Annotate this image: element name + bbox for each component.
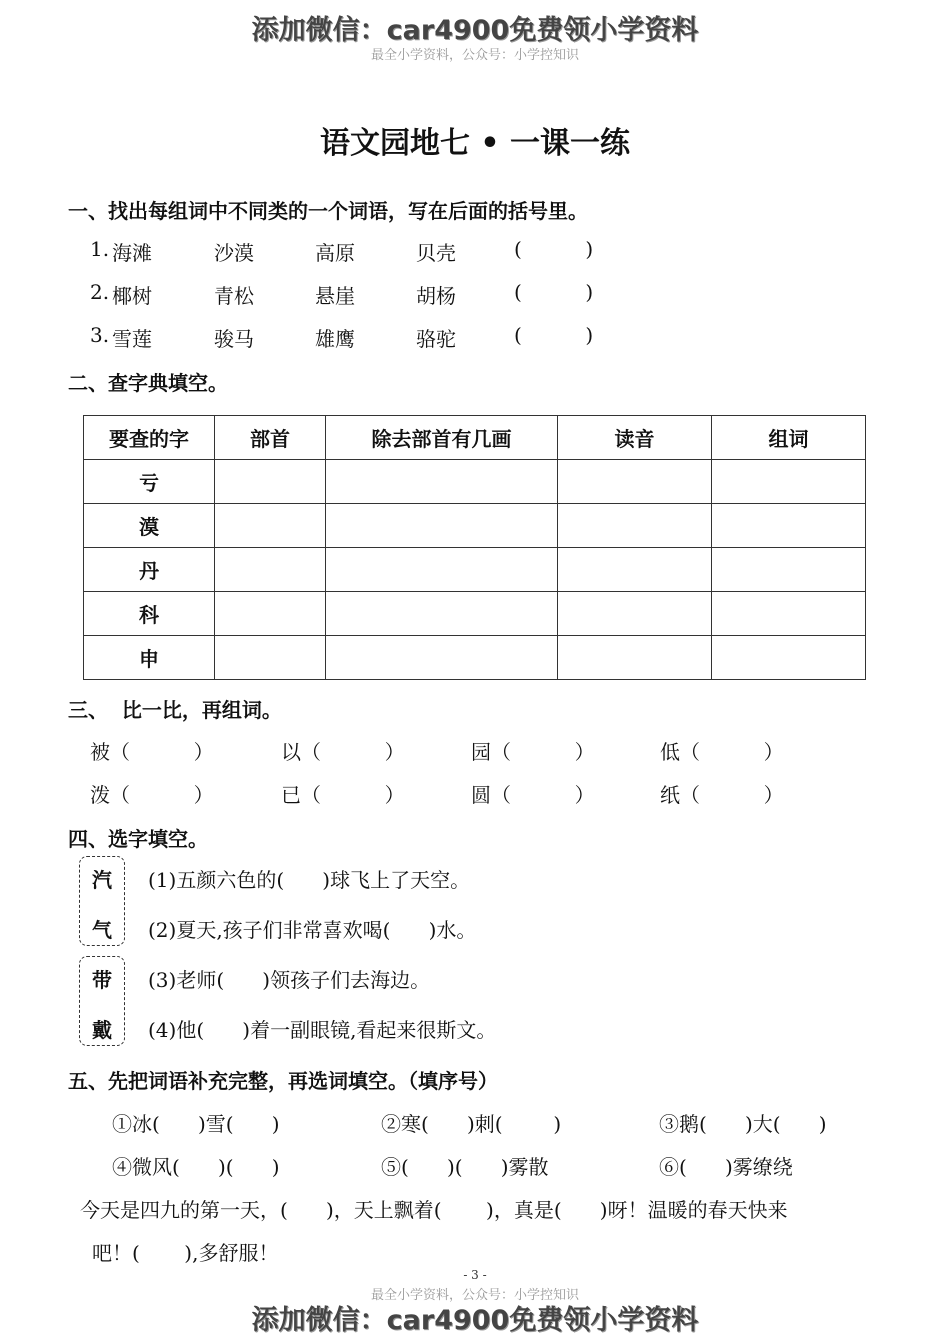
word: 胡杨 xyxy=(416,284,456,308)
word: 雄鹰 xyxy=(315,327,355,351)
row-number: 2. xyxy=(90,280,110,304)
word: 骆驼 xyxy=(416,327,456,351)
compare-item[interactable]: 纸（ ） xyxy=(660,783,784,807)
fill-item-3[interactable]: (3)老师( )领孩子们去海边。 xyxy=(148,968,431,992)
answer-blank[interactable]: ( ) xyxy=(514,280,594,304)
compare-item[interactable]: 低（ ） xyxy=(660,740,784,764)
answer-cell[interactable] xyxy=(558,460,712,504)
section2-heading: 二、查字典填空。 xyxy=(68,371,228,395)
answer-cell[interactable] xyxy=(712,504,866,548)
lookup-char: 漠 xyxy=(84,504,215,548)
choice-char: 汽 xyxy=(92,868,112,892)
page-title: 语文园地七 • 一课一练 xyxy=(319,126,631,161)
idiom-item[interactable]: ②寒( )刺( ) xyxy=(381,1112,562,1136)
answer-cell[interactable] xyxy=(326,592,558,636)
table-row xyxy=(84,636,866,680)
fill-item-4[interactable]: (4)他( )着一副眼镜,看起来很斯文。 xyxy=(148,1018,497,1042)
compare-item[interactable]: 被（ ） xyxy=(90,740,214,764)
choice-char: 带 xyxy=(92,968,112,992)
faded-footer-text: 最全小学资料，公众号：小学控知识 xyxy=(370,1288,579,1303)
paragraph-line-1[interactable]: 今天是四九的第一天，( )，天上飘着( )，真是( )呀！温暖的春天快来 xyxy=(80,1198,788,1222)
word: 沙漠 xyxy=(214,241,254,265)
compare-item[interactable]: 泼（ ） xyxy=(90,783,214,807)
header-words: 组词 xyxy=(712,416,866,460)
page-number: - 3 - xyxy=(463,1268,487,1282)
answer-cell[interactable] xyxy=(326,504,558,548)
answer-cell[interactable] xyxy=(712,460,866,504)
lookup-char: 亏 xyxy=(84,460,215,504)
section1-heading: 一、找出每组词中不同类的一个词语，写在后面的括号里。 xyxy=(68,199,588,223)
compare-item[interactable]: 已（ ） xyxy=(281,783,405,807)
word: 高原 xyxy=(315,241,355,265)
lookup-char: 申 xyxy=(84,636,215,680)
idiom-item[interactable]: ④微风( )( ) xyxy=(112,1155,280,1179)
table-header-row xyxy=(84,416,866,460)
answer-cell[interactable] xyxy=(215,592,326,636)
section4-heading: 四、选字填空。 xyxy=(68,827,208,851)
word: 贝壳 xyxy=(416,241,456,265)
table-row xyxy=(84,548,866,592)
table-row xyxy=(84,504,866,548)
answer-cell[interactable] xyxy=(326,636,558,680)
paragraph-line-2[interactable]: 吧！( ),多舒服！ xyxy=(92,1241,279,1265)
idiom-item[interactable]: ⑥( )雾缭绕 xyxy=(659,1155,793,1179)
answer-cell[interactable] xyxy=(558,504,712,548)
answer-cell[interactable] xyxy=(326,548,558,592)
word: 悬崖 xyxy=(315,284,355,308)
compare-item[interactable]: 以（ ） xyxy=(281,740,405,764)
choice-char: 戴 xyxy=(92,1018,112,1042)
row-number: 1. xyxy=(90,237,110,261)
word: 椰树 xyxy=(112,284,152,308)
faded-header-text: 最全小学资料，公众号：小学控知识 xyxy=(370,48,579,63)
header-pronunciation: 读音 xyxy=(558,416,712,460)
header-radical: 部首 xyxy=(215,416,326,460)
idiom-item[interactable]: ③鹅( )大( ) xyxy=(659,1112,827,1136)
answer-cell[interactable] xyxy=(558,548,712,592)
lookup-char: 丹 xyxy=(84,548,215,592)
table-row xyxy=(84,592,866,636)
answer-cell[interactable] xyxy=(712,548,866,592)
answer-cell[interactable] xyxy=(712,636,866,680)
word: 雪莲 xyxy=(112,327,152,351)
header-char: 要查的字 xyxy=(84,416,215,460)
answer-cell[interactable] xyxy=(712,592,866,636)
idiom-item[interactable]: ⑤( )( )雾散 xyxy=(381,1155,549,1179)
compare-item[interactable]: 园（ ） xyxy=(471,740,595,764)
table-row xyxy=(84,460,866,504)
lookup-char: 科 xyxy=(84,592,215,636)
answer-cell[interactable] xyxy=(215,460,326,504)
answer-cell[interactable] xyxy=(558,592,712,636)
answer-blank[interactable]: ( ) xyxy=(514,237,594,261)
word: 骏马 xyxy=(214,327,254,351)
fill-item-1[interactable]: (1)五颜六色的( )球飞上了天空。 xyxy=(148,868,471,892)
idiom-item[interactable]: ①冰( )雪( ) xyxy=(112,1112,280,1136)
answer-cell[interactable] xyxy=(215,504,326,548)
section3-heading: 三、 比一比，再组词。 xyxy=(68,698,282,722)
answer-blank[interactable]: ( ) xyxy=(514,323,594,347)
word: 青松 xyxy=(214,284,254,308)
dictionary-table xyxy=(83,415,866,680)
answer-cell[interactable] xyxy=(215,548,326,592)
answer-cell[interactable] xyxy=(558,636,712,680)
fill-item-2[interactable]: (2)夏天,孩子们非常喜欢喝( )水。 xyxy=(148,918,477,942)
header-strokes: 除去部首有几画 xyxy=(326,416,558,460)
section5-heading: 五、先把词语补充完整，再选词填空。（填序号） xyxy=(68,1069,498,1093)
answer-cell[interactable] xyxy=(215,636,326,680)
row-number: 3. xyxy=(90,323,110,347)
watermark-top: 添加微信：car4900免费领小学资料 xyxy=(251,15,699,46)
choice-char: 气 xyxy=(92,918,112,942)
watermark-bottom: 添加微信：car4900免费领小学资料 xyxy=(251,1305,699,1336)
compare-item[interactable]: 圆（ ） xyxy=(471,783,595,807)
answer-cell[interactable] xyxy=(326,460,558,504)
word: 海滩 xyxy=(112,241,152,265)
